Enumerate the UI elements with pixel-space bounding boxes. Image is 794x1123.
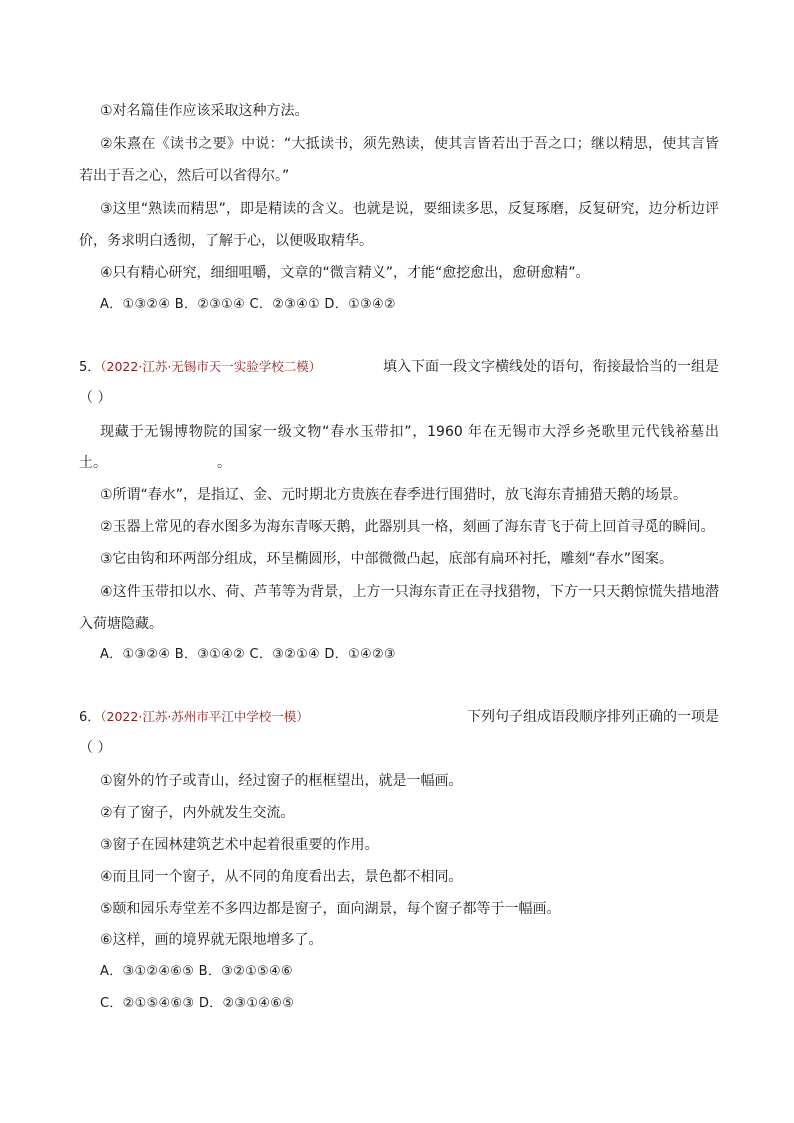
q6-sentence-3: ③窗子在园林建筑艺术中起着很重要的作用。 (100, 837, 379, 853)
q6-sentence-6: ⑥这样，画的境界就无限地增多了。 (100, 932, 323, 948)
q5-stem-paren: （ ） (79, 390, 112, 406)
q5-sentence-2: ②玉器上常见的春水图多为海东青啄天鹅，此器别具一格，刻画了海东青飞于荷上回首寻觅的瞬间。 (100, 519, 715, 535)
q6-source: （2022·江苏·苏州市平江中学校一模） (100, 709, 309, 724)
q6-sentence-4: ④而且同一个窗子，从不同的角度看出去，景色都不相同。 (100, 869, 463, 885)
q6-stem-text: 下列句子组成语段顺序排列正确的一项是 (467, 709, 719, 725)
q6-options-line-1: A．③①②④⑥⑤ B．③②①⑤④⑥ (100, 964, 293, 979)
q5-sentence-4-line-1: ④这件玉带扣以水、荷、芦苇等为背景，上方一只海东青正在寻找猎物，下方一只天鹅惊慌失措地潜 (100, 584, 719, 600)
q5-options: A．①③②④ B．③①④② C．③②①④ D．①④②③ (100, 647, 396, 662)
q5-sentence-1: ①所谓“春水”，是指辽、金、元时期北方贵族在春季进行围猎时，放飞海东青捕猎天鹅的场景。 (100, 487, 688, 503)
q5-paragraph-end: 。 (217, 455, 231, 471)
q6-number: 6． (79, 710, 101, 725)
q4-sentence-4: ④只有精心研究，细细咀嚼，文章的“微言精义”，才能“愈挖愈出，愈研愈精”。 (100, 265, 590, 281)
q5-paragraph-line-1: 现藏于无锡博物院的国家一级文物“春水玉带扣”，1960 年在无锡市大浮乡尧歌里元代钱裕墓出 (100, 424, 719, 440)
q5-source: （2022·江苏·无锡市天一实验学校二模） (100, 359, 322, 374)
q6-options-line-2: C．②①⑤④⑥③ D．②③①④⑥⑤ (100, 996, 295, 1011)
q4-sentence-2-line-1: ②朱熹在《读书之要》中说：“大抵读书，须先熟读，使其言皆若出于吾之口；继以精思，使其言皆 (100, 136, 719, 152)
q5-sentence-4-line-2: 入荷塘隐藏。 (79, 616, 163, 632)
q4-options: A．①③②④ B．②③①④ C．②③④① D．①③④② (100, 297, 396, 312)
q5-sentence-3: ③它由钩和环两部分组成，环呈椭圆形，中部微微凸起，底部有扁环衬托，雕刻“春水”图案。 (100, 551, 674, 567)
q5-paragraph-line-2 (79, 453, 231, 473)
q5-paragraph-start: 土。 (79, 455, 107, 471)
q6-sentence-1: ①窗外的竹子或青山，经过窗子的框框望出，就是一幅画。 (100, 773, 463, 789)
q4-sentence-1: ①对名篇佳作应该采取这种方法。 (100, 103, 309, 119)
q6-sentence-5: ⑤颐和园乐寿堂差不多四边都是窗子，面向湖景，每个窗子都等于一幅画。 (100, 901, 561, 917)
q5-stem-line-1 (79, 357, 719, 378)
q4-sentence-3-line-2: 价，务求明白透彻，了解于心，以便吸取精华。 (79, 233, 373, 249)
q4-sentence-3-line-1: ③这里“熟读而精思”，即是精读的含义。也就是说，要细读多思，反复琢磨，反复研究，边分析边评 (100, 201, 719, 217)
q5-stem-text: 填入下面一段文字横线处的语句，衔接最恰当的一组是 (383, 359, 719, 375)
q5-number: 5． (79, 360, 101, 375)
q6-stem-paren: （ ） (79, 740, 112, 756)
q6-stem-line-1 (79, 707, 719, 728)
q6-sentence-2: ②有了窗子，内外就发生交流。 (100, 805, 295, 821)
q4-sentence-2-line-2: 若出于吾之心，然后可以省得尔。” (79, 168, 290, 184)
